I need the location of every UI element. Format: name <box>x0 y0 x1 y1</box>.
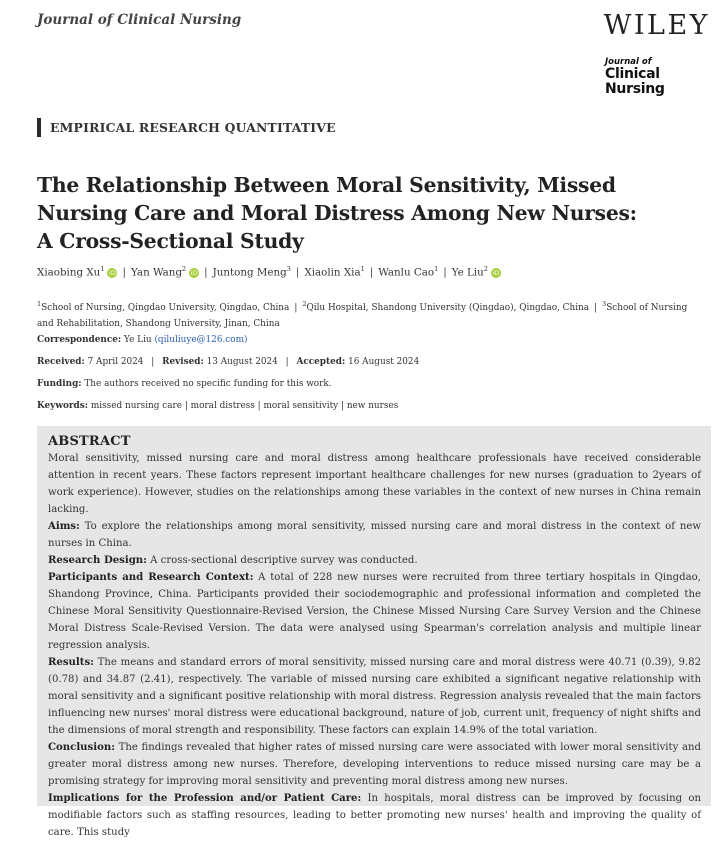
affiliation-sup: 2 <box>302 300 307 308</box>
dates-line: Received: 7 April 2024 | Revised: 13 August 2024 | Accepted: 16 August 2024 <box>37 357 420 367</box>
author-affiliation-sup: 2 <box>182 265 187 273</box>
keywords-line <box>37 401 398 411</box>
author-list: Xiaobing Xu$^1$iD | Yan Wang$^2$iD | Juntong Meng$^3$ | Xiaolin Xia$^1$ | Wanlu Cao$^1$ | Ye Liu$^2$iD <box>37 265 500 279</box>
abstract-heading: ABSTRACT <box>48 434 131 449</box>
affiliation-sup: 1 <box>37 300 42 308</box>
author-name[interactable]: Xiaolin Xia <box>304 266 361 279</box>
author-name[interactable]: Wanlu Cao <box>378 266 435 279</box>
correspondence-label: Correspondence: <box>37 335 122 345</box>
funding-label: Funding: <box>37 379 82 389</box>
correspondence-name: Ye Liu <box>124 335 152 345</box>
affiliation-text: School of Nursing and Rehabilitation, Shandong University, Jinan, China <box>37 302 688 329</box>
author-name[interactable]: Ye Liu <box>451 266 484 279</box>
abstract-implications <box>48 790 701 841</box>
abstract-participants <box>48 569 701 654</box>
author-affiliation-sup: 1 <box>434 265 439 273</box>
journal-logo-line1: Journal of <box>605 57 652 67</box>
orcid-icon[interactable]: iD <box>190 269 198 278</box>
participants-label: Participants and Research Context: <box>48 571 254 583</box>
accepted-label: Accepted: <box>296 357 346 367</box>
received-date: 7 April 2024 <box>87 357 144 367</box>
funding-line <box>37 379 332 389</box>
keywords-label: Keywords: <box>37 401 89 411</box>
conclusion-label: Conclusion: <box>48 741 115 753</box>
author-affiliation-sup: 2 <box>483 265 488 273</box>
correspondence-email-link[interactable]: (qiluliuye@126.com) <box>154 335 248 345</box>
publisher-logo: WILEY <box>603 10 710 41</box>
author-name[interactable]: Juntong Meng <box>212 266 287 279</box>
orcid-icon[interactable]: iD <box>109 269 116 278</box>
abstract-results <box>48 654 701 739</box>
participants-text: A total of 228 new nurses were recruited from three tertiary hospitals in Qingdao, Shandong Province, China. Participants provided their sociodemographic and professional information and completed the Chinese Moral Sensitivity Questionnaire-Revised Version, the Chinese Missed Nursing Care Survey Version and the Chinese Moral Distress Scale-Revised Version. The data were analysed using Spearman's correlation analysis and multiple linear regression analysis. <box>48 572 701 651</box>
affiliations: $^1$School of Nursing, Qingdao University, Qingdao, China | $^2$Qilu Hospital, Shandong University (Qingdao), Qingdao, China | $^3$School of Nursing and Rehabilitation, Shandong University, Jinan, China <box>37 300 688 329</box>
received-label: Received: <box>37 357 85 367</box>
affiliation-text: School of Nursing, Qingdao University, Qingdao, China <box>41 302 290 313</box>
aims-text: To explore the relationships among moral sensitivity, missed nursing care and moral distress in the context of new nurses in China. <box>48 521 701 549</box>
design-label: Research Design: <box>48 554 147 566</box>
abstract-design <box>48 552 701 569</box>
aims-label: Aims: <box>48 520 80 532</box>
title-line-1: The Relationship Between Moral Sensitivity, Missed <box>37 173 616 197</box>
journal-logo <box>605 58 714 96</box>
implications-text: In hospitals, moral distress can be improved by focusing on modifiable factors such as staffing resources, leading to better promoting new nurses' health and improving the quality of care. This study <box>48 793 701 838</box>
abstract-box <box>37 426 711 838</box>
correspondence-line <box>37 335 247 345</box>
revised-label: Revised: <box>162 357 204 367</box>
affiliation-sup: 3 <box>602 300 607 308</box>
revised-date: 13 August 2024 <box>206 357 278 367</box>
abstract-aims <box>48 518 701 552</box>
abstract-conclusion <box>48 739 701 790</box>
author-affiliation-sup: 1 <box>360 265 365 273</box>
author-affiliation-sup: 1 <box>100 265 105 273</box>
title-line-3: A Cross-Sectional Study <box>37 229 304 253</box>
title-line-2: Nursing Care and Moral Distress Among New Nurses: <box>37 201 637 225</box>
author-name[interactable]: Xiaobing Xu <box>37 266 101 279</box>
implications-label: Implications for the Profession and/or Patient Care: <box>48 792 362 804</box>
abstract-intro: Moral sensitivity, missed nursing care and moral distress among healthcare professionals have received considerable attention in recent years. These factors represent important healthcare challenges for new nurses (graduation to 2years of work experience). However, studies on the relationships among these variables in the context of new nurses in China remain lacking. <box>48 453 701 515</box>
accepted-date: 16 August 2024 <box>348 357 420 367</box>
author-affiliation-sup: 3 <box>286 265 291 273</box>
journal-name-header: Journal of Clinical Nursing <box>37 12 242 28</box>
article-section-label: EMPIRICAL RESEARCH QUANTITATIVE <box>37 118 336 137</box>
article-title <box>37 171 677 255</box>
orcid-icon[interactable]: iD <box>492 269 500 278</box>
conclusion-text: The findings revealed that higher rates of missed nursing care were associated with lower moral sensitivity and greater moral distress among new nurses. Therefore, developing interventions to reduce missed nursing care may be a promising strategy for improving moral sensitivity and preventing moral distress among new nurses. <box>48 742 701 787</box>
affiliation-text: Qilu Hospital, Shandong University (Qingdao), Qingdao, China <box>306 302 590 313</box>
design-text: A cross-sectional descriptive survey was conducted. <box>150 555 418 566</box>
keywords-text: missed nursing care | moral distress | moral sensitivity | new nurses <box>90 401 399 411</box>
results-label: Results: <box>48 656 94 668</box>
journal-logo-line2: Clinical Nursing <box>605 65 665 97</box>
results-text: The means and standard errors of moral sensitivity, missed nursing care and moral distress were 40.71 (0.39), 9.82 (0.78) and 34.87 (2.41), respectively. The variable of missed nursing care exhibited a significant negative relationship with moral sensitivity and a significant positive relationship with moral distress. Regression analysis revealed that the main factors influencing new nurses' moral distress were educational background, nature of job, current unit, frequency of night shifts and the dimensions of moral strength and responsibility. These factors can explain 14.9% of the total variation. <box>48 657 702 736</box>
funding-text: The authors received no specific funding for this work. <box>84 379 332 389</box>
author-name[interactable]: Yan Wang <box>130 266 183 279</box>
